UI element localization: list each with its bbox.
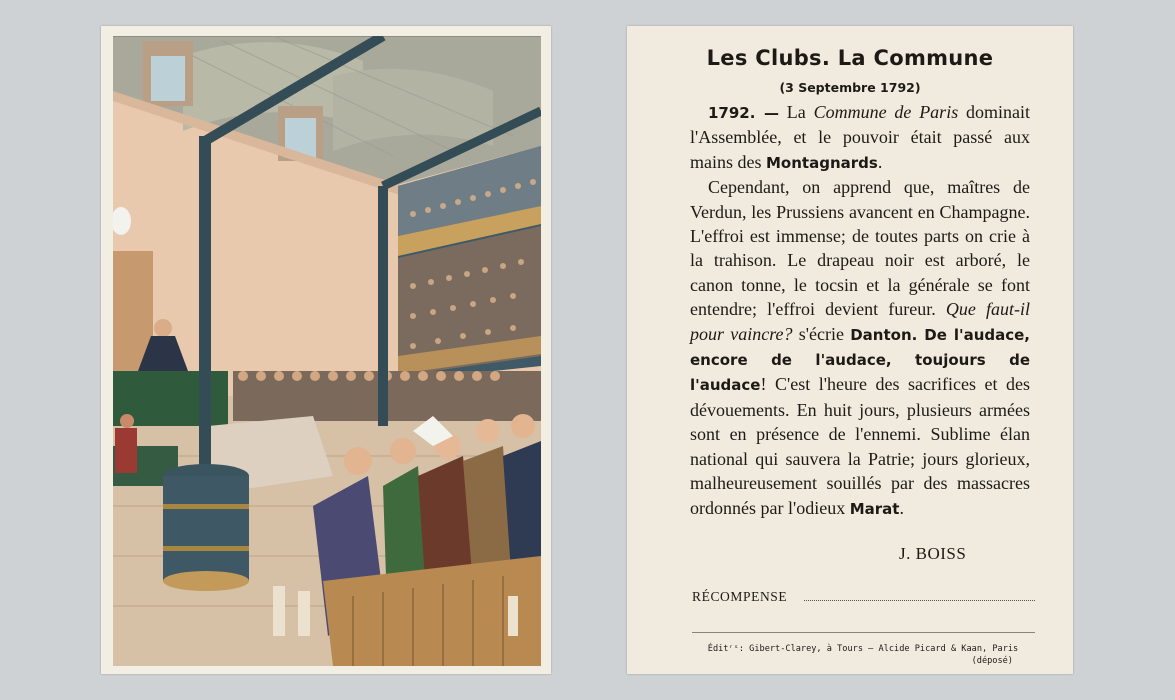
card-title: Les Clubs. La Commune (706, 46, 994, 70)
publisher-footer (687, 643, 1039, 667)
footer-line-1: Éditʳˢ: Gibert-Clarey, à Tours — Alcide Picard & Kaan, Paris (707, 644, 1019, 654)
p2-bold-1: Danton. De l'audace, encore de l'audace, toujours de l'audace (690, 325, 1030, 395)
p1-text-3: . (877, 151, 883, 172)
p2-italic: Que faut-il pour vaincre? (690, 299, 1030, 344)
assembly-hall-illustration (113, 36, 541, 666)
year-label: 1792. — (708, 104, 779, 122)
p2-bold-2: Marat (849, 499, 900, 518)
card-date: (3 Septembre 1792) (779, 80, 921, 95)
recompense-row (692, 586, 1035, 606)
card-front (101, 26, 551, 674)
p2-text-4: . (899, 497, 904, 518)
paragraph-1 (690, 100, 1030, 175)
recompense-label: RÉCOMPENSE (692, 589, 788, 604)
card-back (627, 26, 1073, 674)
card-body (690, 100, 1030, 521)
p2-text-2: s'écrie (792, 323, 851, 344)
p1-text-1: La (778, 102, 814, 122)
footer-divider (692, 632, 1035, 633)
p1-bold: Montagnards (766, 153, 878, 172)
p2-text-3: ! C'est l'heure des sacrifices et des dévouements. En huit jours, plusieurs armées sont en présence de l'ennemi. Sublime élan national qui sauvera la Patrie; jours glorieux, malheureusement souillés par des massacres ordonnés par l'odieux (690, 374, 1030, 518)
author-signature: J. BOISS (899, 544, 967, 563)
p1-italic: Commune de Paris (813, 102, 959, 122)
p2-text-1: Cependant, on apprend que, maîtres de Verdun, les Prussiens avancent en Champagne. L'effroi est immense; de toutes parts on crie à la trahison. Le drapeau noir est arboré, le canon tonne, le tocsin et la générale se font entendre; l'effroi devient fureur. (690, 177, 1030, 320)
paragraph-2 (690, 175, 1030, 521)
footer-line-2: (déposé) (971, 656, 1013, 666)
recompense-dotted-line (804, 600, 1035, 601)
p1-text-2: dominait l'Assemblée, et le pouvoir était passé aux mains des (690, 102, 1031, 172)
